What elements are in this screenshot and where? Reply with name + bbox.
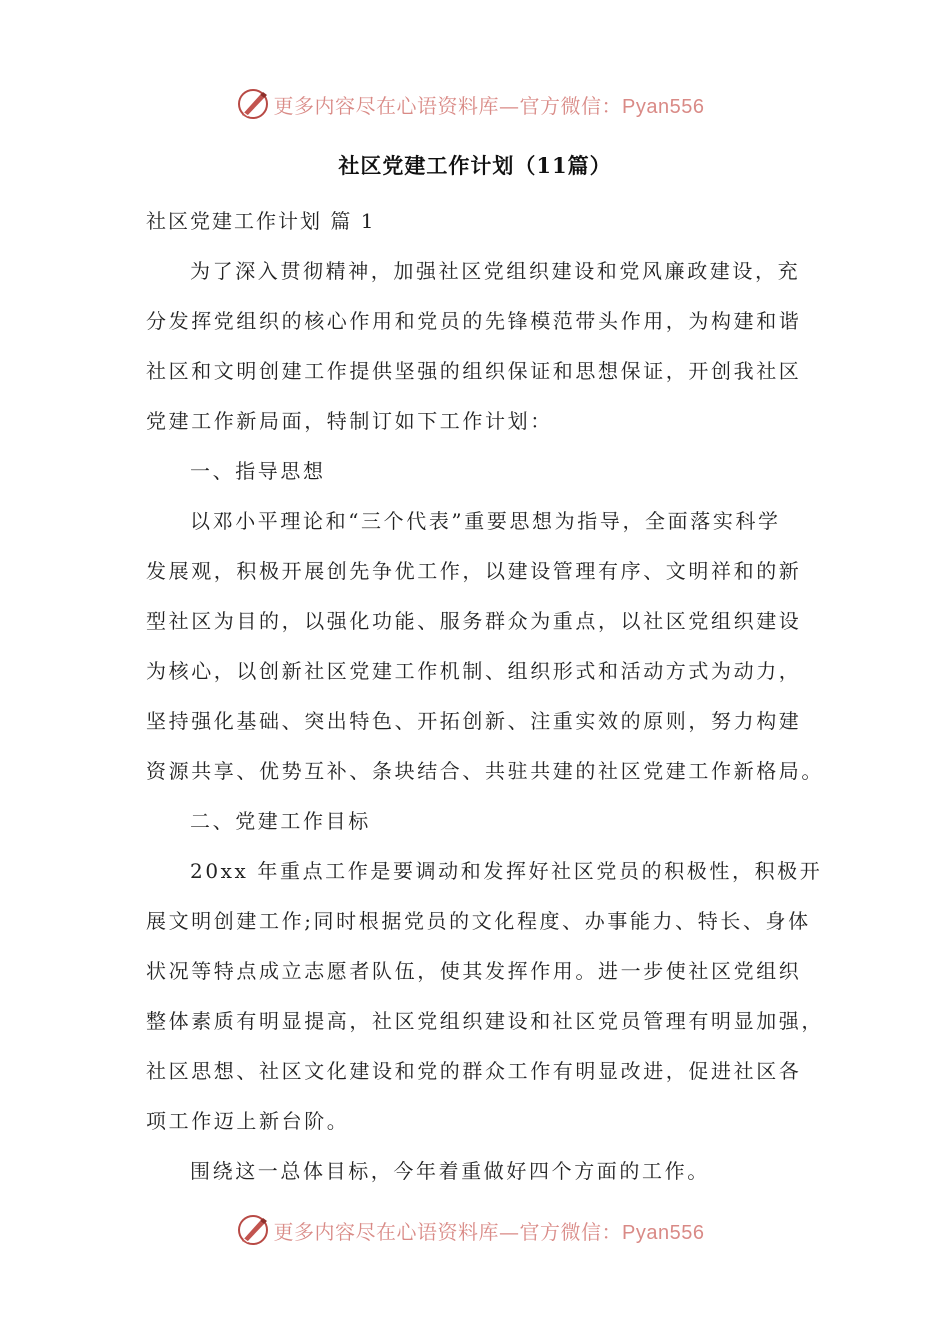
section-heading: 二、党建工作目标 (190, 809, 371, 833)
section-heading: 一、指导思想 (190, 459, 326, 483)
paragraph-line: 围绕这一总体目标，今年着重做好四个方面的工作。 (190, 1159, 710, 1183)
document-body (146, 196, 824, 1196)
paragraph-line: 状况等特点成立志愿者队伍，使其发挥作用。进一步使社区党组织 (146, 959, 802, 983)
paragraph-line: 发展观，积极开展创先争优工作，以建设管理有序、文明祥和的新 (146, 559, 802, 583)
watermark-banner-bottom (0, 1210, 950, 1250)
paragraph-line: 项工作迈上新台阶。 (146, 1109, 350, 1133)
paragraph-line: 以邓小平理论和“三个代表”重要思想为指导，全面落实科学 (190, 509, 781, 533)
paragraph-line: 为了深入贯彻精神，加强社区党组织建设和党风廉政建设，充 (190, 259, 801, 283)
paragraph-line: 20xx 年重点工作是要调动和发挥好社区党员的积极性，积极开 (190, 859, 823, 883)
document-title: 社区党建工作计划（11篇） (338, 153, 612, 178)
paragraph-line: 型社区为目的，以强化功能、服务群众为重点，以社区党组织建设 (146, 609, 802, 633)
paragraph-line: 社区思想、社区文化建设和党的群众工作有明显改进，促进社区各 (146, 1059, 802, 1083)
watermark-text: 更多内容尽在心语资料库—官方微信：Pyan556 (273, 93, 705, 118)
watermark-content (236, 87, 705, 121)
wechat-id: Pyan556 (622, 95, 705, 118)
paragraph-line: 社区和文明创建工作提供坚强的组织保证和思想保证，开创我社区 (146, 359, 802, 383)
section-subtitle: 社区党建工作计划 篇 1 (146, 209, 376, 233)
paragraph-line: 为核心，以创新社区党建工作机制、组织形式和活动方式为动力， (146, 659, 802, 683)
paragraph-line: 分发挥党组织的核心作用和党员的先锋模范带头作用，为构建和谐 (146, 309, 802, 333)
paragraph-line: 党建工作新局面，特制订如下工作计划： (146, 409, 553, 433)
pen-logo-icon (236, 87, 270, 121)
wechat-id: Pyan556 (622, 1221, 705, 1244)
watermark-banner-top (0, 84, 950, 124)
watermark-content (236, 1213, 705, 1247)
paragraph-line: 整体素质有明显提高，社区党组织建设和社区党员管理有明显加强， (146, 1009, 824, 1033)
pen-logo-icon (236, 1213, 270, 1247)
watermark-text: 更多内容尽在心语资料库—官方微信：Pyan556 (273, 1219, 705, 1244)
paragraph-line: 展文明创建工作;同时根据党员的文化程度、办事能力、特长、身体 (146, 909, 811, 933)
paragraph-line: 资源共享、优势互补、条块结合、共驻共建的社区党建工作新格局。 (146, 759, 824, 783)
paragraph-line: 坚持强化基础、突出特色、开拓创新、注重实效的原则，努力构建 (146, 709, 802, 733)
